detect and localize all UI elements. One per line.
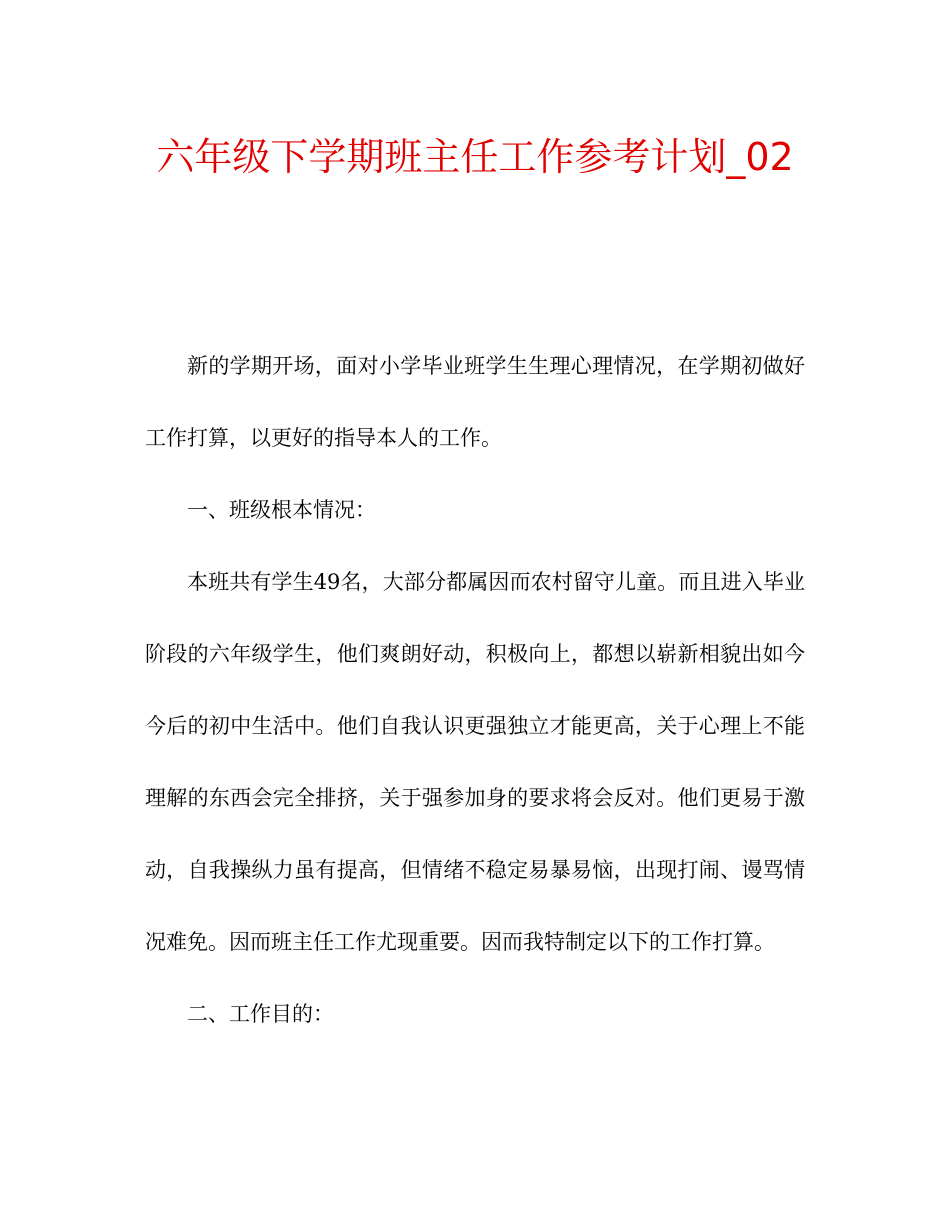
section-heading-work-goals: 二、工作目的： [187,1002,334,1026]
paragraph-class-situation: 本班共有学生49名，大部分都属因而农村留守儿童。而且进入毕业阶段的六年级学生，他们爽朗好动，积极向上，都想以崭新相貌出如今今后的初中生活中。他们自我认识更强独立才能更高，关于心理上不能理解的东西会完全排挤，关于强参加身的要求将会反对。他们更易于激动，自我操纵力虽有提高，但情绪不稳定易暴易恼，出现打闹、谩骂情况难免。因而班主任工作尤现重要。因而我特制定以下的工作打算。 [145,570,805,954]
document-body [145,330,805,1050]
section-heading-class-situation: 一、班级根本情况： [187,498,376,522]
document-title: 六年级下学期班主任工作参考计划_02 [156,135,794,179]
paragraph-intro: 新的学期开场，面对小学毕业班学生生理心理情况，在学期初做好工作打算，以更好的指导本人的工作。 [145,354,805,450]
